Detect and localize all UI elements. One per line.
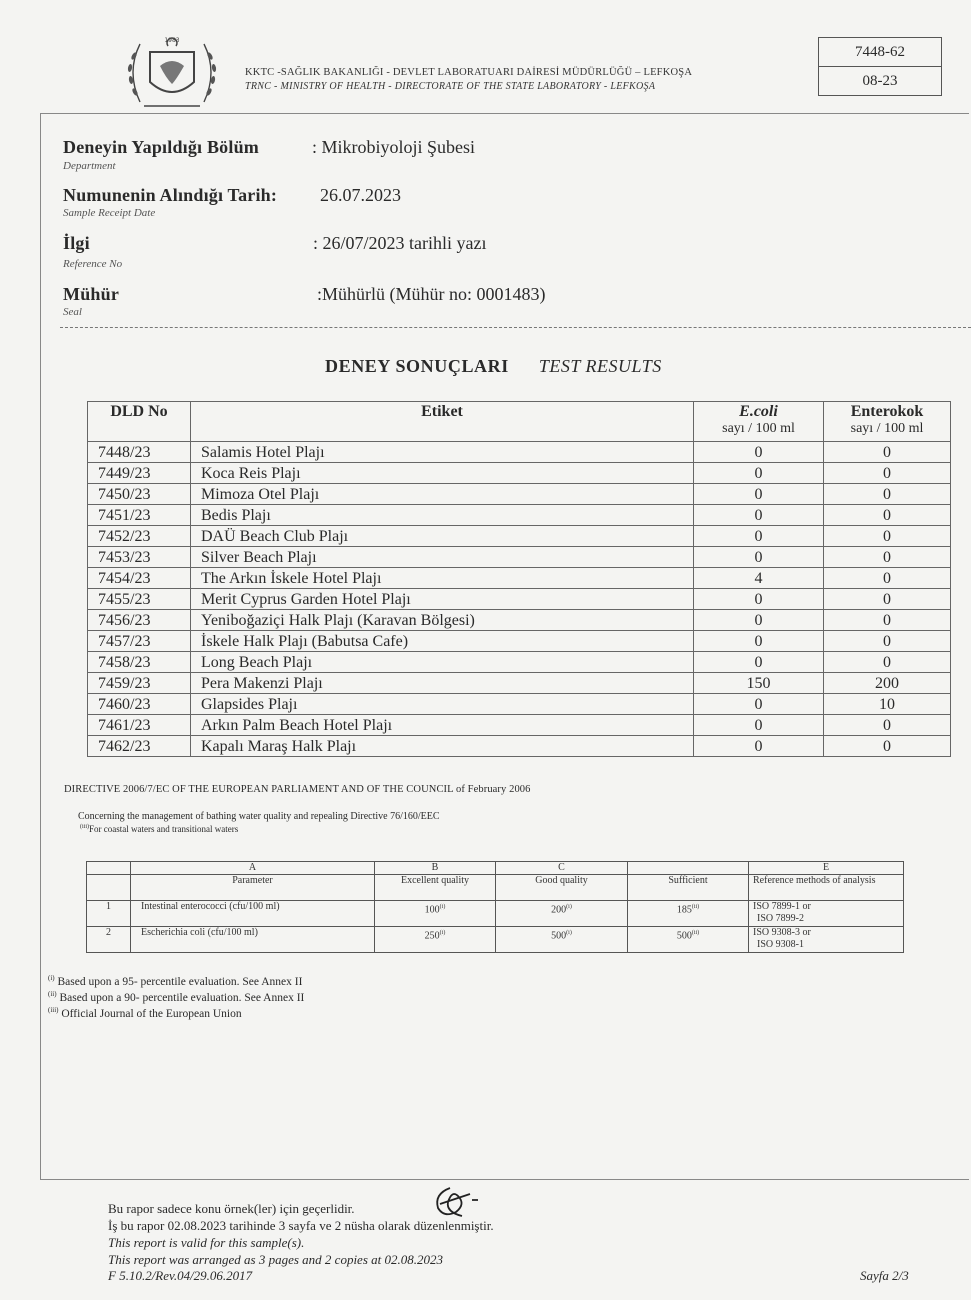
cell-enterokok: 0	[824, 484, 951, 505]
cell-ecoli: 0	[694, 442, 824, 463]
cell-dld-no: 7452/23	[88, 526, 191, 547]
directive-row: 1 Intestinal enterococci (cfu/100 ml) 100$^{(i)}$ 200$^{(i)}$ 185$^{(ii)}$ ISO 7899-1 or ISO 7899-2	[87, 901, 904, 927]
cell-label: Silver Beach Plajı	[191, 547, 694, 568]
cell-dld-no: 7455/23	[88, 589, 191, 610]
cell-dld-no: 7454/23	[88, 568, 191, 589]
document-period: 08-23	[862, 73, 898, 89]
sample-date-label: Numunenin Alındığı Tarih:	[63, 185, 278, 205]
validity-note-tr: Bu rapor sadece konu örnek(ler) için geçerlidir.	[108, 1201, 355, 1216]
cell-ecoli: 0	[694, 505, 824, 526]
org-name-en: TRNC - MINISTRY OF HEALTH - DIRECTORATE OF THE STATE LABORATORY - LEFKOŞA	[245, 81, 656, 92]
reference-sub-label: Reference No	[63, 258, 123, 270]
cell-dld-no: 7449/23	[88, 463, 191, 484]
department-sub-label: Department	[63, 160, 116, 172]
document-number: 7448-62	[819, 38, 941, 67]
directive-title: DIRECTIVE 2006/7/EC OF THE EUROPEAN PARLIAMENT AND OF THE COUNCIL of February 2006	[64, 784, 531, 795]
table-row	[88, 484, 951, 505]
dir-col-good: Good quality	[496, 875, 628, 901]
department-value: : Mikrobiyoloji Şubesi	[312, 137, 476, 157]
cell-label: Mimoza Otel Plajı	[191, 484, 694, 505]
cell-enterokok: 0	[824, 589, 951, 610]
directive-table: A B C E Parameter Excellent quality Good quality Sufficient Reference methods of analysis 1 Intestinal enterococci (cfu/100 ml) 100$^{(i)}$ 200$^{(i)}$ 185$^{(ii)}$ ISO 7899-1 or ISO 7899-2 2 Escherichia coli (cfu/100 ml) 250$^{(i)}$ 500$^{(i)}$ 500$^{(ii)}$ ISO 9308-3 or ISO 9308-1	[86, 861, 904, 953]
document-number-box	[818, 37, 942, 96]
cell-label: The Arkın İskele Hotel Plajı	[191, 568, 694, 589]
signature-icon	[432, 1182, 484, 1222]
dir-col-reference: Reference methods of analysis	[749, 875, 904, 901]
cell-dld-no: 7462/23	[88, 736, 191, 757]
cell-enterokok: 0	[824, 652, 951, 673]
cell-dld-no: 7457/23	[88, 631, 191, 652]
table-row	[88, 715, 951, 736]
col-enterokok: Enterokok sayı / 100 ml	[824, 402, 951, 442]
footnote-3: $^{(iii)}$ Official Journal of the European Union	[48, 1006, 242, 1020]
cell-ecoli: 0	[694, 484, 824, 505]
results-title-tr: DENEY SONUÇLARI	[325, 356, 509, 376]
cell-ecoli: 0	[694, 547, 824, 568]
table-row	[88, 631, 951, 652]
cell-label: İskele Halk Plajı (Babutsa Cafe)	[191, 631, 694, 652]
cell-ecoli: 0	[694, 631, 824, 652]
page-number: Sayfa 2/3	[860, 1268, 909, 1283]
directive-note: $^{(iii)}$For coastal waters and transitional waters	[80, 824, 239, 834]
col-dld-no: DLD No	[88, 402, 191, 442]
results-title-en: TEST RESULTS	[538, 356, 662, 376]
cell-ecoli: 4	[694, 568, 824, 589]
cell-enterokok: 0	[824, 736, 951, 757]
issue-note-tr: İş bu rapor 02.08.2023 tarihinde 3 sayfa ve 2 nüsha olarak düzenlenmiştir.	[108, 1218, 494, 1233]
cell-label: Glapsides Plajı	[191, 694, 694, 715]
divider	[60, 327, 971, 328]
validity-note-en: This report is valid for this sample(s).	[108, 1235, 305, 1250]
cell-ecoli: 0	[694, 589, 824, 610]
table-row	[88, 568, 951, 589]
cell-dld-no: 7448/23	[88, 442, 191, 463]
cell-enterokok: 0	[824, 715, 951, 736]
cell-label: Kapalı Maraş Halk Plajı	[191, 736, 694, 757]
cell-dld-no: 7453/23	[88, 547, 191, 568]
sample-date-sub-label: Sample Receipt Date	[63, 207, 156, 219]
table-row	[88, 610, 951, 631]
table-row	[88, 463, 951, 484]
dir-col-parameter: Parameter	[131, 875, 375, 901]
org-name-tr: KKTC -SAĞLIK BAKANLIĞI - DEVLET LABORATUARI DAİRESİ MÜDÜRLÜĞÜ – LEFKOŞA	[245, 67, 693, 78]
cell-enterokok: 0	[824, 463, 951, 484]
cell-ecoli: 0	[694, 526, 824, 547]
cell-dld-no: 7458/23	[88, 652, 191, 673]
seal-sub-label: Seal	[63, 306, 82, 318]
cell-dld-no: 7451/23	[88, 505, 191, 526]
table-row	[88, 442, 951, 463]
cell-label: Koca Reis Plajı	[191, 463, 694, 484]
cell-enterokok: 0	[824, 442, 951, 463]
cell-ecoli: 0	[694, 736, 824, 757]
cell-ecoli: 0	[694, 463, 824, 484]
seal-label: Mühür	[63, 284, 120, 304]
cell-ecoli: 0	[694, 715, 824, 736]
cell-dld-no: 7461/23	[88, 715, 191, 736]
table-row	[88, 589, 951, 610]
dir-col-sufficient: Sufficient	[628, 875, 749, 901]
cell-label: Pera Makenzi Plajı	[191, 673, 694, 694]
cell-ecoli: 0	[694, 652, 824, 673]
cell-enterokok: 10	[824, 694, 951, 715]
cell-enterokok: 0	[824, 610, 951, 631]
cell-ecoli: 0	[694, 610, 824, 631]
table-row	[88, 505, 951, 526]
cell-dld-no: 7450/23	[88, 484, 191, 505]
seal-value: :Mühürlü (Mühür no: 0001483)	[317, 284, 546, 304]
cell-label: Salamis Hotel Plajı	[191, 442, 694, 463]
reference-value: : 26/07/2023 tarihli yazı	[313, 233, 487, 253]
table-row	[88, 526, 951, 547]
cell-label: DAÜ Beach Club Plajı	[191, 526, 694, 547]
footnote-1: $^{(i)}$ Based upon a 95- percentile evaluation. See Annex II	[48, 974, 303, 988]
cell-label: Yeniboğaziçi Halk Plajı (Karavan Bölgesi)	[191, 610, 694, 631]
results-table	[87, 401, 951, 757]
table-row	[88, 694, 951, 715]
cell-enterokok: 0	[824, 631, 951, 652]
cell-label: Arkın Palm Beach Hotel Plajı	[191, 715, 694, 736]
cell-enterokok: 0	[824, 505, 951, 526]
cell-label: Long Beach Plajı	[191, 652, 694, 673]
directive-subtitle: Concerning the management of bathing water quality and repealing Directive 76/160/EEC	[78, 811, 440, 822]
cell-label: Bedis Plajı	[191, 505, 694, 526]
table-row	[88, 652, 951, 673]
state-emblem-icon	[120, 22, 224, 116]
form-number: F 5.10.2/Rev.04/29.06.2017	[108, 1268, 253, 1283]
footnote-2: $^{(ii)}$ Based upon a 90- percentile evaluation. See Annex II	[48, 990, 305, 1004]
cell-dld-no: 7459/23	[88, 673, 191, 694]
cell-ecoli: 150	[694, 673, 824, 694]
table-row	[88, 673, 951, 694]
col-label: Etiket	[191, 402, 694, 442]
cell-enterokok: 200	[824, 673, 951, 694]
cell-ecoli: 0	[694, 694, 824, 715]
sample-date-value: 26.07.2023	[320, 185, 401, 205]
department-label: Deneyin Yapıldığı Bölüm	[63, 137, 259, 157]
table-row	[88, 736, 951, 757]
results-title	[325, 356, 662, 377]
col-ecoli: E.coli sayı / 100 ml	[694, 402, 824, 442]
cell-enterokok: 0	[824, 547, 951, 568]
reference-label: İlgi	[63, 233, 90, 253]
dir-col-excellent: Excellent quality	[375, 875, 496, 901]
cell-dld-no: 7460/23	[88, 694, 191, 715]
issue-note-en: This report was arranged as 3 pages and 2 copies at 02.08.2023	[108, 1252, 443, 1267]
cell-enterokok: 0	[824, 568, 951, 589]
cell-enterokok: 0	[824, 526, 951, 547]
directive-row: 2 Escherichia coli (cfu/100 ml) 250$^{(i)}$ 500$^{(i)}$ 500$^{(ii)}$ ISO 9308-3 or ISO 9308-1	[87, 927, 904, 953]
logo-text: 1983	[164, 37, 180, 44]
table-row	[88, 547, 951, 568]
cell-label: Merit Cyprus Garden Hotel Plajı	[191, 589, 694, 610]
cell-dld-no: 7456/23	[88, 610, 191, 631]
